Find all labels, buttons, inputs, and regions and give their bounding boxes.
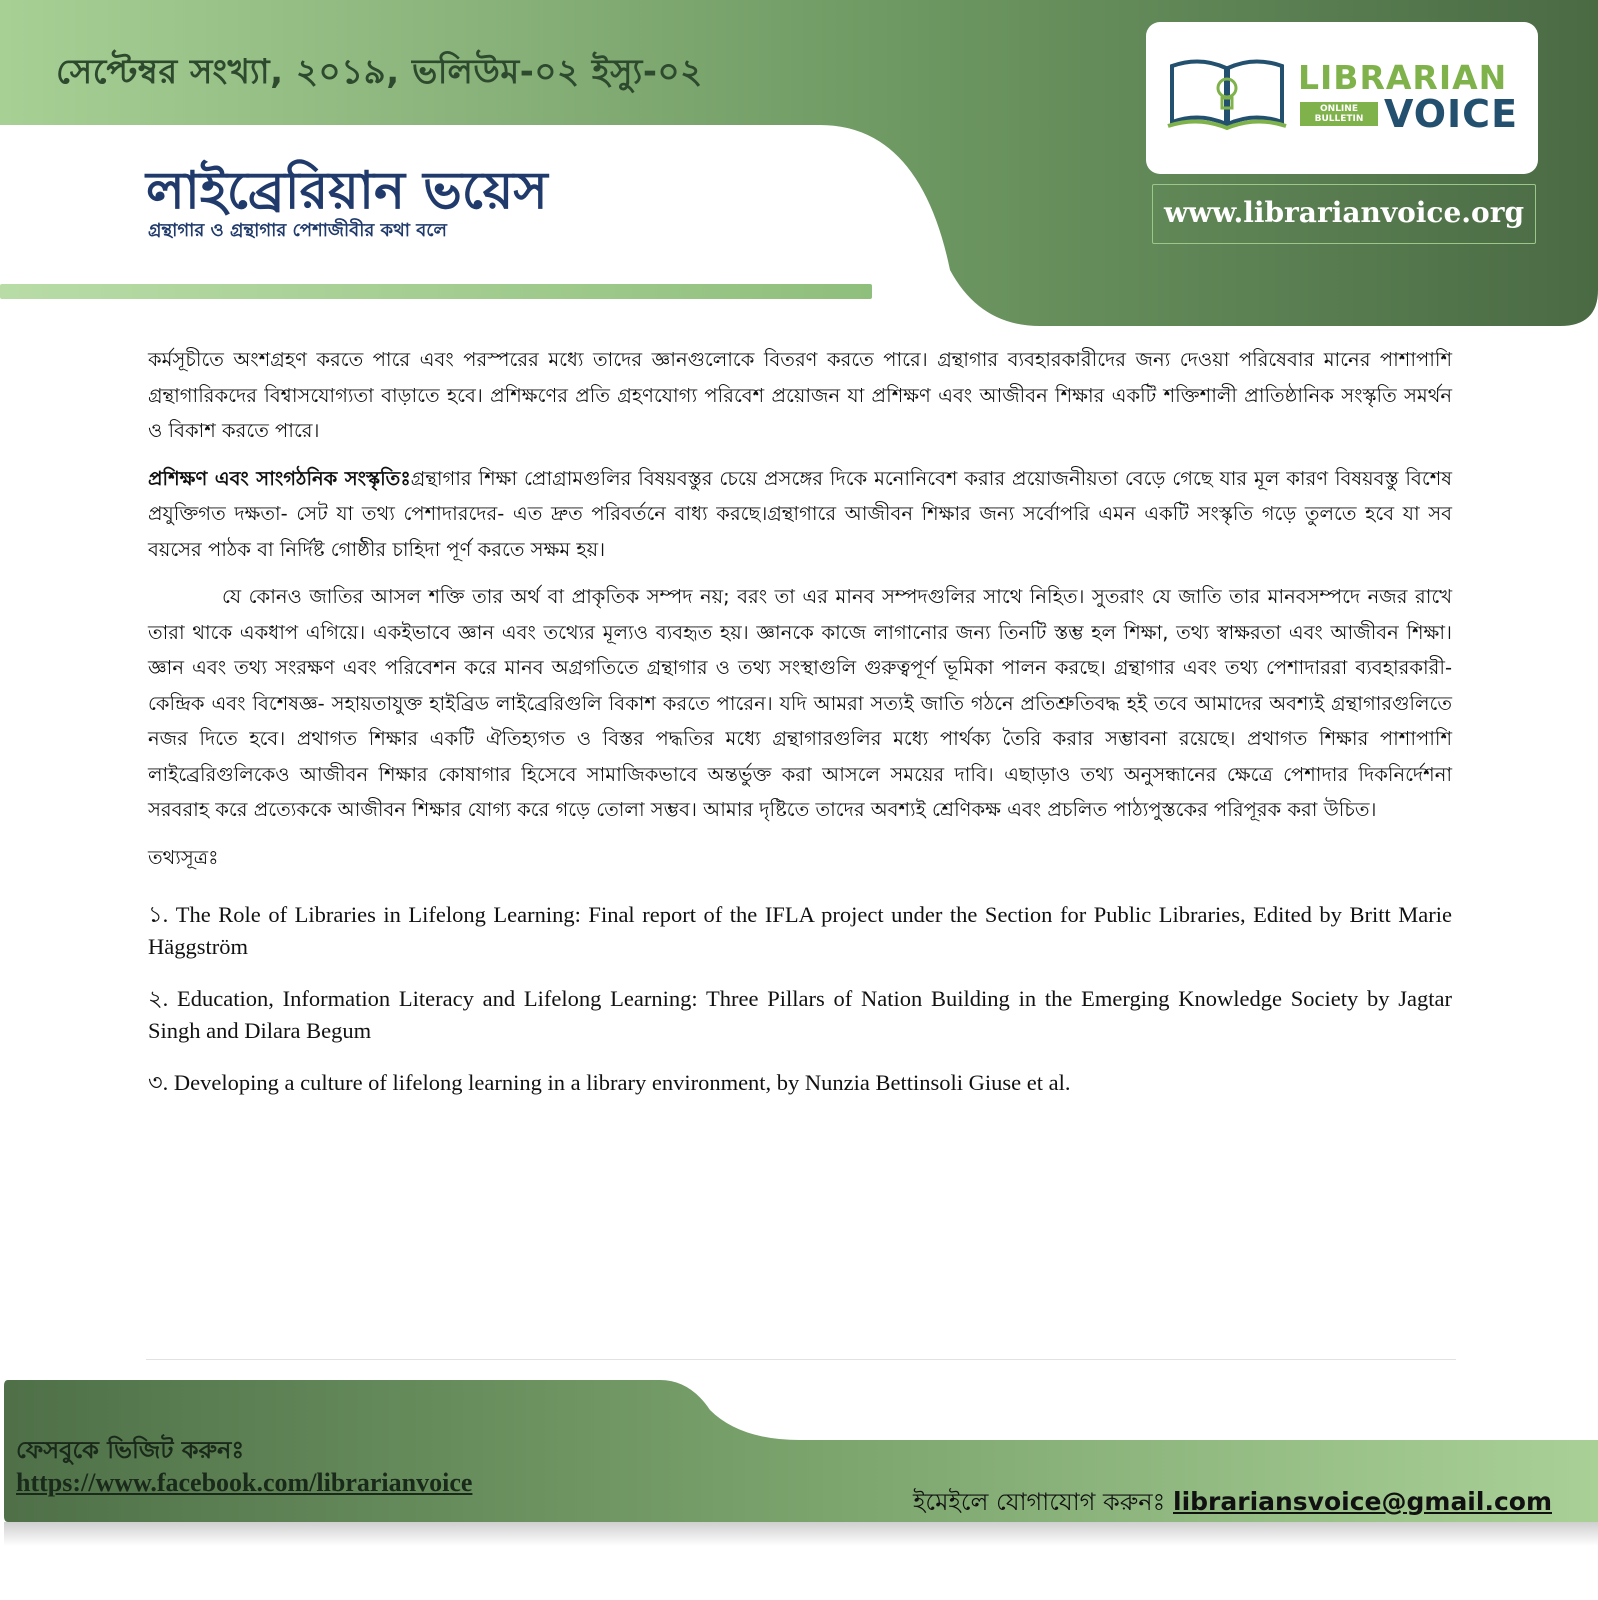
logo xyxy=(1146,22,1538,174)
reference-item: ২. Education, Information Literacy and Lifelong Learning: Three Pillars of Nation Building in the Emerging Knowledge Society by Jagtar Singh and Dilara Begum xyxy=(148,986,1452,1043)
paragraph-2-text: গ্রন্থাগার শিক্ষা প্রোগ্রামগুলির বিষয়বস্তুর চেয়ে প্রসঙ্গের দিকে মনোনিবেশ করার প্রয়োজনীয়তা বেড়ে গেছে যার মূল কারণ বিষয়বস্তু বিশেষ প্রযুক্তিগত দক্ষতা- সেট যা তথ্য পেশাদারদের- এত দ্রুত পরিবর্তনে বাধ্য করছে।গ্রন্থাগারে আজীবন শিক্ষার জন্য সর্বোপরি এমন একটি সংস্কৃতি গড়ে তুলতে হবে যা সব বয়সের পাঠক বা নির্দিষ্ট গোষ্ঠীর চাহিদা পূর্ণ করতে সক্ষম হয়। xyxy=(148,466,1452,561)
paragraph-1: কর্মসূচীতে অংশগ্রহণ করতে পারে এবং পরস্পরের মধ্যে তাদের জ্ঞানগুলোকে বিতরণ করতে পারে। গ্রন্থাগার ব্যবহারকারীদের জন্য দেওয়া পরিষেবার মানের পাশাপাশি গ্রন্থাগারিকদের বিশ্বাসযোগ্যতা বাড়াতে হবে। প্রশিক্ষণের প্রতি গ্রহণযোগ্য পরিবেশ প্রয়োজন যা প্রশিক্ষণ এবং আজীবন শিক্ষার একটি শক্তিশালী প্রাতিষ্ঠানিক সংস্কৃতি সমর্থন ও বিকাশ করতে পারে। xyxy=(148,348,1452,442)
open-book-lamp-icon xyxy=(1166,54,1288,130)
bulletin-tagline: গ্রন্থাগার ও গ্রন্থাগার পেশাজীবীর কথা বলে xyxy=(148,220,447,241)
logo-badge-bulletin: BULLETIN xyxy=(1314,114,1364,124)
article-body xyxy=(148,342,1452,1119)
issue-info: সেপ্টেম্বর সংখ্যা, ২০১৯, ভলিউম-০২ ইস্যু-০২ xyxy=(56,52,703,92)
footer-divider xyxy=(146,1359,1456,1360)
paragraph-2-heading: প্রশিক্ষণ এবং সাংগঠনিক সংস্কৃতিঃ xyxy=(148,466,411,490)
website-url[interactable]: www.librarianvoice.org xyxy=(1152,184,1536,244)
email-contact xyxy=(913,1484,1552,1524)
facebook-label: ফেসবুকে ভিজিট করুনঃ xyxy=(16,1436,245,1464)
logo-word-voice: VOICE xyxy=(1384,92,1519,136)
bulletin-title: লাইব্রেরিয়ান ভয়েস xyxy=(146,161,548,221)
reference-item: ৩. Developing a culture of lifelong learning in a library environment, by Nunzia Bettinsoli Giuse et al. xyxy=(148,1070,1071,1095)
logo-word-librarian: LIBRARIAN xyxy=(1298,58,1508,97)
logo-badge-online: ONLINE xyxy=(1320,104,1358,114)
reference-item: ১. The Role of Libraries in Lifelong Learning: Final report of the IFLA project under the Section for Public Libraries, Edited by Britt Marie Häggström xyxy=(148,902,1452,959)
references-heading: তথ্যসূত্রঃ xyxy=(148,845,219,869)
paragraph-3: যে কোনও জাতির আসল শক্তি তার অর্থ বা প্রাকৃতিক সম্পদ নয়; বরং তা এর মানব সম্পদগুলির সাথে নিহিত। সুতরাং যে জাতি তার মানবসম্পদে নজর রাখে তারা থাকে একধাপ এগিয়ে। একইভাবে জ্ঞান এবং তথ্যের মূল্যও ব্যবহৃত হয়। জ্ঞানকে কাজে লাগানোর জন্য তিনটি স্তম্ভ হল শিক্ষা, তথ্য স্বাক্ষরতা এবং আজীবন শিক্ষা। জ্ঞান এবং তথ্য সংরক্ষণ এবং পরিবেশন করে মানব অগ্রগতিতে গ্রন্থাগার ও তথ্য সংস্থাগুলি গুরুত্বপূর্ণ ভূমিকা পালন করছে। গ্রন্থাগার এবং তথ্য পেশাদাররা ব্যবহারকারী- কেন্দ্রিক এবং বিশেষজ্ঞ- সহায়তাযুক্ত হাইব্রিড লাইব্রেরিগুলি বিকাশ করতে পারেন। যদি আমরা সত্যই জাতি গঠনে প্রতিশ্রুতিবদ্ধ হই তবে আমাদের অবশ্যই গ্রন্থাগারগুলিতে নজর দিতে হবে। প্রথাগত শিক্ষার একটি ঐতিহ্যগত ও বিস্তর পদ্ধতির মধ্যে গ্রন্থাগারগুলির মধ্যে পার্থক্য তৈরি করার সম্ভাবনা রয়েছে। প্রথাগত শিক্ষার পাশাপাশি লাইব্রেরিগুলিকেও আজীবন শিক্ষার কোষাগার হিসেবে সামাজিকভাবে অন্তর্ভুক্ত করা আসলে সময়ের দাবি। এছাড়াও তথ্য অনুসন্ধানের ক্ষেত্রে পেশাদার দিকনির্দেশনা সরবরাহ করে প্রত্যেককে আজীবন শিক্ষার যোগ্য করে গড়ে তোলা সম্ভব। আমার দৃষ্টিতে তাদের অবশ্যই শ্রেণিকক্ষ এবং প্রচলিত পাঠ্যপুস্তকের পরিপূরক করা উচিত। xyxy=(148,585,1452,821)
email-link[interactable]: librariansvoice@gmail.com xyxy=(1173,1487,1552,1516)
facebook-link[interactable]: https://www.facebook.com/librarianvoice xyxy=(16,1468,473,1497)
logo-badge xyxy=(1300,102,1378,126)
email-label: ইমেইলে যোগাযোগ করুনঃ xyxy=(912,1488,1173,1516)
paragraph-2 xyxy=(148,461,1452,568)
